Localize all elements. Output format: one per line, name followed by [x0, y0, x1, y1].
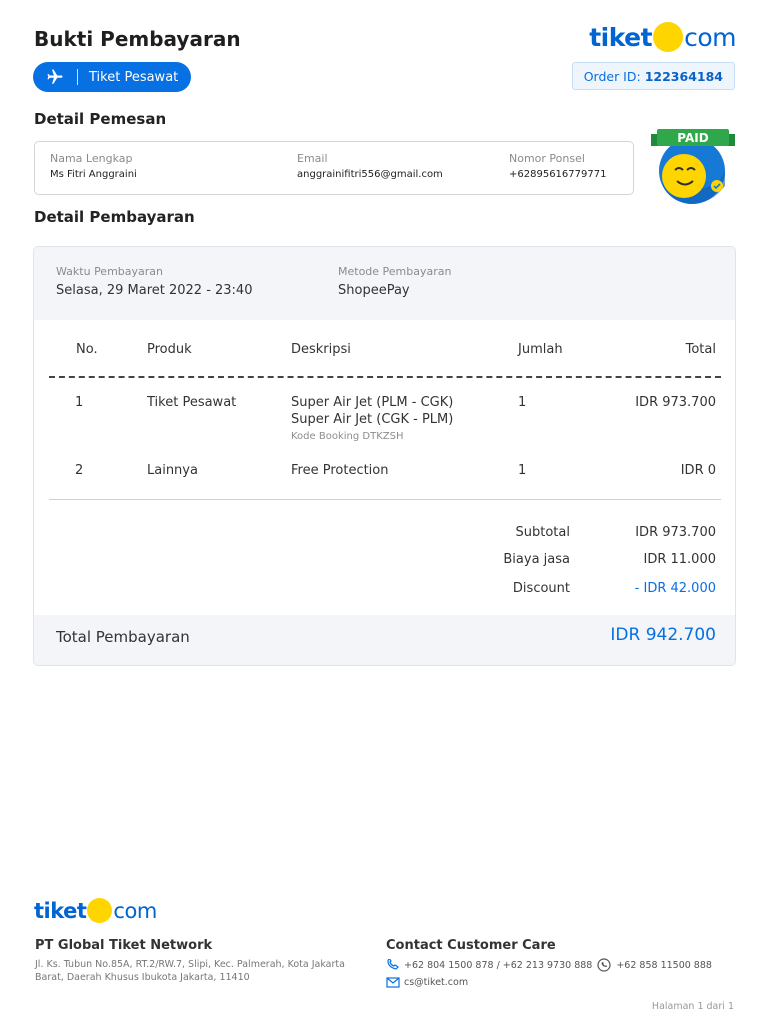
customer-phone-field	[509, 152, 606, 180]
whatsapp-icon	[596, 958, 612, 972]
total-payment-value: IDR 942.700	[610, 625, 716, 645]
customer-details-box	[34, 141, 634, 195]
payment-time-value: Selasa, 29 Maret 2022 - 23:40	[56, 283, 253, 298]
row1-produk: Tiket Pesawat	[147, 395, 237, 410]
contact-phones	[386, 958, 736, 972]
row1-jumlah: 1	[518, 395, 527, 410]
footer-logo-prefix: tiket	[34, 898, 87, 923]
email-value: anggrainifitri556@gmail.com	[297, 169, 443, 180]
footer-tiket-logo	[34, 898, 157, 923]
service-fee-value: IDR 11.000	[643, 552, 716, 567]
payment-details-card	[33, 246, 736, 666]
col-header-total: Total	[685, 342, 716, 357]
col-header-jumlah: Jumlah	[518, 342, 563, 357]
contact-email-row	[386, 977, 736, 988]
name-value: Ms Fitri Anggraini	[50, 169, 137, 180]
phone-label: Nomor Ponsel	[509, 152, 585, 165]
subtotal-label: Subtotal	[515, 525, 570, 540]
table-bottom-divider	[49, 499, 721, 500]
order-id-value: 122364184	[644, 68, 723, 84]
payment-time-label: Waktu Pembayaran	[56, 265, 163, 278]
row2-jumlah: 1	[518, 463, 527, 478]
airplane-icon	[33, 68, 77, 86]
subtotal-value: IDR 973.700	[635, 525, 716, 540]
total-payment-label: Total Pembayaran	[56, 628, 190, 646]
tiket-logo	[589, 22, 736, 52]
logo-suffix: com	[684, 22, 736, 52]
phone-value: +62895616779771	[509, 169, 607, 180]
customer-name-field	[50, 152, 137, 180]
phone-icon	[386, 959, 400, 971]
total-payment-band	[34, 615, 735, 666]
whatsapp-number[interactable]: +62 858 11500 888	[616, 959, 712, 971]
row1-booking-code: Kode Booking DTKZSH	[291, 431, 404, 442]
divider	[77, 69, 78, 85]
order-id-box	[572, 62, 735, 90]
category-badge	[33, 62, 191, 92]
col-header-no: No.	[76, 342, 98, 357]
row2-produk: Lainnya	[147, 463, 198, 478]
section-title-pemesan: Detail Pemesan	[34, 110, 167, 128]
table-header-divider	[49, 376, 721, 378]
logo-prefix: tiket	[589, 22, 653, 52]
company-name: PT Global Tiket Network	[35, 938, 213, 953]
phone-numbers[interactable]: +62 804 1500 878 / +62 213 9730 888	[404, 959, 593, 971]
row1-no: 1	[75, 395, 84, 410]
row1-total: IDR 973.700	[635, 395, 716, 410]
payment-method-value: ShopeePay	[338, 283, 410, 298]
row2-desc-line1: Free Protection	[291, 463, 389, 478]
email-label: Email	[297, 152, 328, 165]
col-header-produk: Produk	[147, 342, 192, 357]
name-label: Nama Lengkap	[50, 152, 133, 165]
payment-method-label: Metode Pembayaran	[338, 265, 452, 278]
order-id-label: Order ID:	[583, 68, 641, 84]
contact-title: Contact Customer Care	[386, 938, 556, 953]
footer-logo-suffix: com	[113, 898, 157, 923]
category-label: Tiket Pesawat	[89, 69, 179, 85]
discount-value: - IDR 42.000	[634, 581, 716, 596]
row2-total: IDR 0	[680, 463, 716, 478]
footer-contact	[386, 938, 736, 988]
mail-icon	[386, 977, 400, 988]
company-address: Jl. Ks. Tubun No.85A, RT.2/RW.7, Slipi, Kec. Palmerah, Kota Jakarta Barat, Daerah Khusus Ibukota Jakarta, 11410	[35, 959, 345, 983]
row1-desc-line1: Super Air Jet (PLM - CGK)	[291, 395, 454, 410]
paid-text: PAID	[677, 131, 709, 145]
footer-logo-dot-icon	[87, 898, 112, 923]
footer-company	[35, 938, 355, 984]
row2-no: 2	[75, 463, 84, 478]
contact-email[interactable]: cs@tiket.com	[404, 977, 469, 988]
section-title-pembayaran: Detail Pembayaran	[34, 208, 195, 226]
customer-email-field	[297, 152, 443, 180]
page-title: Bukti Pembayaran	[34, 27, 241, 51]
service-fee-label: Biaya jasa	[503, 552, 570, 567]
row1-desc-line2: Super Air Jet (CGK - PLM)	[291, 412, 454, 427]
col-header-deskripsi: Deskripsi	[291, 342, 351, 357]
payment-info-header	[34, 247, 735, 320]
discount-label: Discount	[512, 581, 570, 596]
page-number: Halaman 1 dari 1	[651, 1001, 734, 1012]
logo-dot-icon	[653, 22, 683, 52]
paid-stamp-icon	[651, 126, 735, 206]
